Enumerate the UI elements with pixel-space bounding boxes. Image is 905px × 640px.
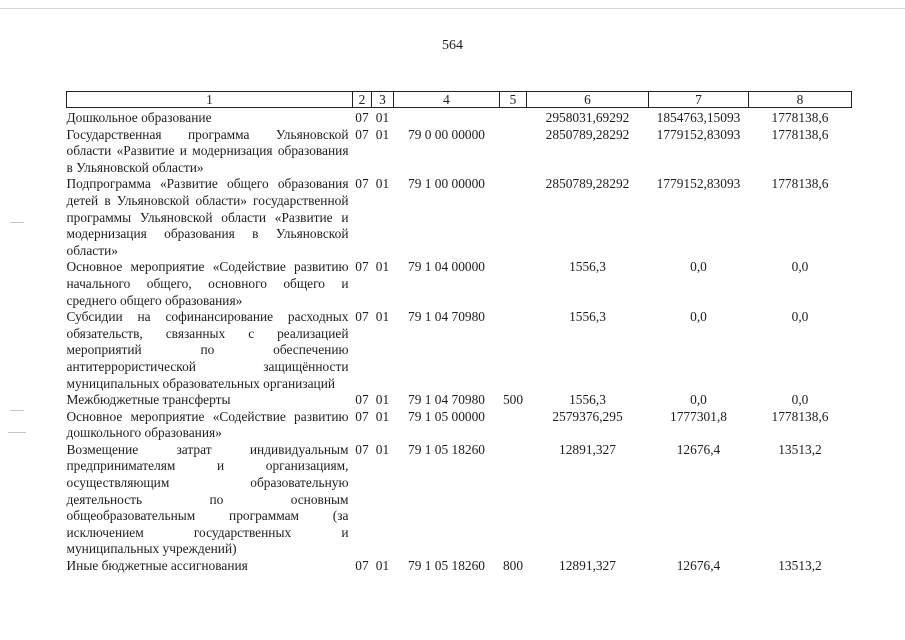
row-amount-8: 1778138,6	[771, 126, 829, 142]
row-name: Государственная программа Ульяновской области «Развитие и модернизация образования в Ульяновской области»	[66, 126, 349, 175]
row-section: 07	[355, 392, 369, 408]
row-target-article: 79 1 04 70980	[408, 392, 485, 408]
scan-artifact	[10, 222, 24, 223]
row-amount-8: 0,0	[791, 259, 809, 275]
row-section: 07	[355, 441, 369, 457]
row-name: Возмещение затрат индивидуальным предпринимателям и организациям, осуществляющим образовательную деятельность по основным общеобразовательным программам (за исключением государственных и муниципальных учреждений)	[66, 441, 349, 557]
row-expense-type	[500, 309, 527, 392]
table-row	[67, 259, 852, 309]
row-target-article: 79 1 05 18260	[408, 558, 485, 574]
row-name: Основное мероприятие «Содействие развитию дошкольного образования»	[66, 408, 349, 441]
row-amount-8: 0,0	[791, 392, 809, 408]
row-subsection: 01	[375, 110, 390, 125]
row-subsection: 01	[375, 259, 390, 275]
row-amount-6: 12891,327	[559, 558, 616, 574]
row-target-article: 79 1 04 70980	[408, 309, 485, 325]
row-name: Дошкольное образование	[66, 110, 212, 125]
row-amount-8: 1778138,6	[771, 408, 829, 424]
row-amount-7: 12676,4	[676, 558, 721, 574]
row-expense-type: 800	[502, 558, 524, 574]
header-cell: 1	[67, 92, 353, 108]
row-expense-type	[500, 127, 527, 177]
table-row	[67, 558, 852, 575]
table-row	[67, 392, 852, 409]
row-subsection: 01	[375, 176, 390, 192]
header-cell: 6	[527, 92, 649, 108]
header-cell: 2	[353, 92, 372, 108]
row-name: Субсидии на софинансирование расходных обязательств, связанных с реализацией мероприятий по обеспечению антитеррористической защищённости муниципальных образовательных организаций	[66, 309, 349, 391]
row-subsection: 01	[375, 392, 390, 408]
row-subsection: 01	[375, 558, 390, 574]
row-amount-7: 0,0	[690, 309, 707, 325]
row-amount-8: 13513,2	[778, 441, 822, 457]
row-target-article	[394, 110, 500, 127]
scan-top-edge	[0, 8, 905, 9]
row-expense-type: 500	[502, 392, 524, 408]
row-target-article: 79 1 05 00000	[408, 408, 485, 424]
row-amount-7: 1777301,8	[670, 408, 727, 424]
table-row	[67, 110, 852, 127]
row-amount-6: 12891,327	[559, 441, 616, 457]
row-section: 07	[355, 176, 369, 192]
row-amount-6: 1556,3	[569, 392, 606, 408]
row-name: Подпрограмма «Развитие общего образования детей в Ульяновской области» государственной программы Ульяновской области «Развитие и модернизация образования в Ульяновской области»	[66, 176, 349, 258]
row-target-article: 79 0 00 00000	[408, 126, 485, 142]
page-number: 564	[442, 38, 463, 53]
row-amount-8: 1778138,6	[771, 176, 829, 192]
row-section: 07	[355, 309, 369, 325]
header-cell: 8	[749, 92, 852, 108]
header-cell: 4	[394, 92, 500, 108]
row-amount-8: 1778138,6	[771, 110, 829, 125]
row-amount-8: 13513,2	[778, 558, 822, 574]
budget-table	[66, 91, 852, 575]
row-amount-6: 1556,3	[569, 259, 606, 275]
header-cell: 3	[372, 92, 394, 108]
row-amount-8: 0,0	[791, 309, 809, 325]
row-amount-7: 12676,4	[676, 441, 721, 457]
row-target-article: 79 1 04 00000	[408, 259, 485, 275]
row-amount-7: 0,0	[690, 392, 707, 408]
row-section: 07	[355, 558, 369, 574]
table-header-row	[67, 92, 852, 108]
row-subsection: 01	[375, 441, 390, 457]
row-expense-type	[500, 409, 527, 442]
row-section: 07	[355, 110, 369, 125]
row-amount-6: 2850789,28292	[545, 176, 630, 192]
row-amount-7: 1854763,15093	[656, 110, 741, 125]
row-amount-6: 2579376,295	[552, 408, 623, 424]
row-name: Межбюджетные трансферты	[66, 392, 231, 408]
row-target-article: 79 1 00 00000	[408, 176, 485, 192]
row-amount-6: 2958031,69292	[545, 110, 630, 125]
table-row	[67, 127, 852, 177]
row-name: Основное мероприятие «Содействие развитию начального общего, основного общего и среднего общего образования»	[66, 259, 349, 308]
row-expense-type	[500, 259, 527, 309]
row-subsection: 01	[375, 408, 390, 424]
row-amount-6: 1556,3	[569, 309, 606, 325]
scan-artifact	[10, 410, 24, 411]
row-target-article: 79 1 05 18260	[408, 441, 485, 457]
row-amount-6: 2850789,28292	[545, 126, 630, 142]
row-expense-type	[500, 176, 527, 259]
row-subsection: 01	[375, 126, 390, 142]
row-section: 07	[355, 259, 369, 275]
row-expense-type	[500, 442, 527, 558]
row-subsection: 01	[375, 309, 390, 325]
header-cell: 7	[649, 92, 749, 108]
table-row	[67, 176, 852, 259]
row-section: 07	[355, 126, 369, 142]
row-amount-7: 1779152,83093	[656, 126, 741, 142]
table-row	[67, 409, 852, 442]
table-row	[67, 442, 852, 558]
row-amount-7: 1779152,83093	[656, 176, 741, 192]
row-name: Иные бюджетные ассигнования	[66, 558, 248, 574]
scan-artifact	[8, 432, 26, 433]
row-amount-7: 0,0	[690, 259, 707, 275]
row-section: 07	[355, 408, 369, 424]
row-expense-type	[500, 110, 527, 127]
header-cell: 5	[500, 92, 527, 108]
table-row	[67, 309, 852, 392]
